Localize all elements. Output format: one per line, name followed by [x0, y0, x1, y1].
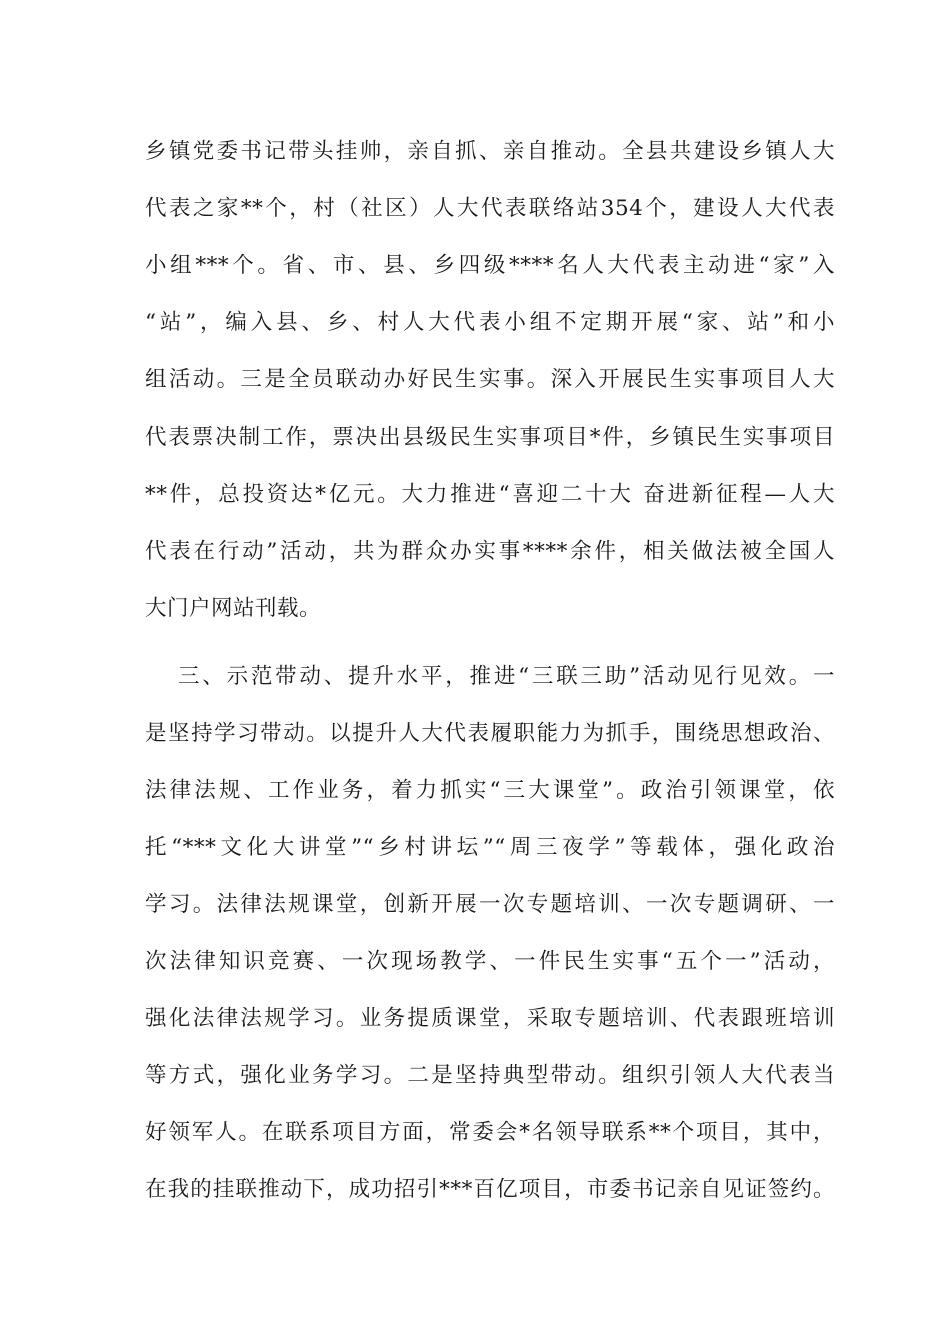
text-line: 是坚持学习带动。以提升人大代表履职能力为抓手，围绕思想政治、 [145, 721, 835, 746]
text-line: 次法律知识竞赛、一次现场教学、一件民生实事“五个一”活动， [145, 949, 835, 974]
text-line: 托“***文化大讲堂”“乡村讲坛”“周三夜学”等载体，强化政治 [145, 835, 835, 860]
text-line: 代表之家**个，村（社区）人大代表联络站354个，建设人大代表 [145, 196, 835, 221]
text-line: 在我的挂联推动下，成功招引***百亿项目，市委书记亲自见证签约。 [145, 1177, 835, 1202]
text-line: 好领军人。在联系项目方面，常委会*名领导联系**个项目，其中， [145, 1120, 835, 1145]
text-line: 学习。法律法规课堂，创新开展一次专题培训、一次专题调研、一 [145, 892, 835, 917]
text-line: 组活动。三是全员联动办好民生实事。深入开展民生实事项目人大 [145, 367, 835, 392]
text-line: **件，总投资达*亿元。大力推进“喜迎二十大 奋进新征程—人大 [145, 482, 835, 507]
paragraph-heading-line: 三、示范带动、提升水平，推进“三联三助”活动见行见效。一 [178, 664, 835, 689]
text-line: 等方式，强化业务学习。二是坚持典型带动。组织引领人大代表当 [145, 1063, 835, 1088]
text-line: 代表票决制工作，票决出县级民生实事项目*件，乡镇民生实事项目 [145, 425, 835, 450]
text-line: 强化法律法规学习。业务提质课堂，采取专题培训、代表跟班培训 [145, 1006, 835, 1031]
text-line: 代表在行动”活动，共为群众办实事****余件，相关做法被全国人 [145, 539, 835, 564]
text-line: 大门户网站刊载。 [145, 596, 322, 621]
text-line: 法律法规、工作业务，着力抓实“三大课堂”。政治引领课堂，依 [145, 778, 835, 803]
text-line: “站”，编入县、乡、村人大代表小组不定期开展“家、站”和小 [145, 310, 835, 335]
text-line: 小组***个。省、市、县、乡四级****名人大代表主动进“家”入 [145, 253, 835, 278]
text-line: 乡镇党委书记带头挂帅，亲自抓、亲自推动。全县共建设乡镇人大 [145, 139, 835, 164]
